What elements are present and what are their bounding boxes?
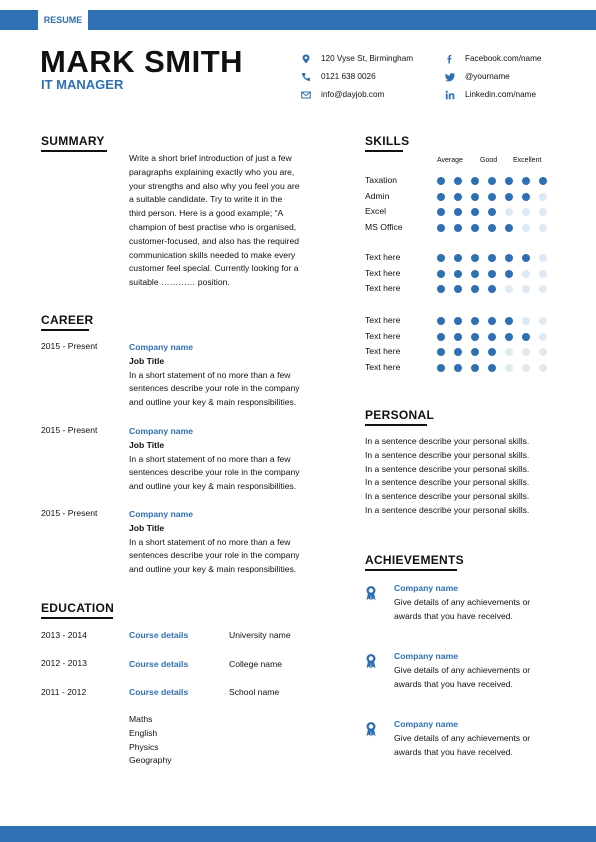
skill-row <box>365 268 565 282</box>
skill-scale-average: Average <box>437 157 463 164</box>
career-title: CAREER <box>41 313 94 327</box>
achievement-company: Company name <box>394 719 458 729</box>
skill-dot-filled <box>488 208 496 216</box>
summary-line: champion of best practise who is organised, <box>129 221 297 232</box>
education-date: 2011 - 2012 <box>41 687 87 697</box>
skill-dot-filled <box>454 317 462 325</box>
summary-line: your strengths and also why you feel you are <box>129 180 300 191</box>
skill-dot-filled <box>539 177 547 185</box>
achievement-item <box>365 650 565 700</box>
career-desc-line: In a short statement of no more than a few <box>129 369 291 380</box>
skill-dot-filled <box>454 193 462 201</box>
skill-dot-empty <box>505 348 513 356</box>
skill-dot-filled <box>522 177 530 185</box>
contact-email-text: info@dayjob.com <box>321 90 385 99</box>
skill-label: Text here <box>365 362 401 373</box>
skill-dot-filled <box>488 285 496 293</box>
skill-row <box>365 315 565 329</box>
education-rule <box>41 617 113 619</box>
skill-row <box>365 206 565 220</box>
skill-dot-empty <box>539 224 547 232</box>
career-date: 2015 - Present <box>41 425 98 435</box>
career-company: Company name <box>129 426 193 436</box>
career-desc-line: In a short statement of no more than a few <box>129 453 291 464</box>
skill-row <box>365 346 565 360</box>
email-icon <box>301 90 311 100</box>
summary-line: a suitable candidate. Try to write it in the <box>129 194 283 205</box>
achievements-rule <box>365 569 457 571</box>
career-job-title: Job Title <box>129 439 165 450</box>
candidate-name: MARK SMITH <box>40 44 244 79</box>
skill-dot-empty <box>539 193 547 201</box>
skill-dot-filled <box>454 285 462 293</box>
skill-row <box>365 222 565 236</box>
skill-dot-filled <box>454 177 462 185</box>
skill-dot-filled <box>437 348 445 356</box>
skill-dot-filled <box>454 270 462 278</box>
skill-label: MS Office <box>365 222 403 233</box>
personal-line: In a sentence describe your personal skills. <box>365 504 530 515</box>
skill-dot-filled <box>505 177 513 185</box>
skill-dot-filled <box>488 224 496 232</box>
personal-line: In a sentence describe your personal skills. <box>365 436 530 446</box>
contact-facebook-text: Facebook.com/name <box>465 54 542 63</box>
skill-dot-filled <box>488 348 496 356</box>
career-job-title: Job Title <box>129 522 165 533</box>
skill-dot-empty <box>539 348 547 356</box>
summary-rule <box>41 150 107 152</box>
education-date: 2012 - 2013 <box>41 658 87 668</box>
skill-dot-filled <box>488 177 496 185</box>
candidate-role: IT MANAGER <box>41 77 124 92</box>
skill-scale-excellent: Excellent <box>513 157 542 164</box>
phone-icon <box>301 72 311 82</box>
summary-line: paragraphs explaining exactly who you are, <box>129 166 295 177</box>
personal-rule <box>365 424 427 426</box>
contact-twitter-text: @yourname <box>465 72 510 81</box>
summary-line: customer-focused, and also has the required <box>129 235 300 246</box>
summary-line: Write a short brief introduction of just a few <box>129 153 292 163</box>
skill-row <box>365 175 565 189</box>
skill-dot-filled <box>522 254 530 262</box>
education-subjects <box>129 713 172 768</box>
skill-dot-filled <box>488 270 496 278</box>
skill-dot-filled <box>488 317 496 325</box>
skill-dot-filled <box>488 364 496 372</box>
skill-dot-filled <box>437 317 445 325</box>
skill-dot-filled <box>505 317 513 325</box>
skill-dot-empty <box>522 270 530 278</box>
education-course: Course details <box>129 659 189 669</box>
skill-dot-empty <box>505 208 513 216</box>
skill-label: Text here <box>365 330 401 341</box>
skill-dot-filled <box>505 333 513 341</box>
skill-dot-empty <box>522 285 530 293</box>
skill-dot-empty <box>522 364 530 372</box>
location-pin-icon <box>301 54 311 64</box>
resume-tag: RESUME <box>38 10 88 30</box>
skill-dot-filled <box>471 364 479 372</box>
achievement-item <box>365 582 565 632</box>
skill-dot-filled <box>437 285 445 293</box>
skill-dot-empty <box>539 333 547 341</box>
skill-dot-filled <box>471 177 479 185</box>
achievement-line: awards that you have received. <box>394 746 513 757</box>
skill-row <box>365 362 565 376</box>
education-title: EDUCATION <box>41 601 115 615</box>
skills-title: SKILLS <box>365 134 410 148</box>
skill-label: Text here <box>365 346 401 357</box>
skill-dot-filled <box>488 193 496 201</box>
career-date: 2015 - Present <box>41 341 98 351</box>
skill-dot-empty <box>522 208 530 216</box>
achievement-line: awards that you have received. <box>394 678 513 689</box>
subject-item: Maths <box>129 714 153 724</box>
summary-title: SUMMARY <box>41 134 105 148</box>
skill-dot-filled <box>471 285 479 293</box>
skill-dot-filled <box>454 333 462 341</box>
achievement-line: Give details of any achievements or <box>394 596 531 607</box>
skill-dot-filled <box>437 193 445 201</box>
skill-dot-filled <box>437 224 445 232</box>
education-school: College name <box>229 659 283 669</box>
achievement-line: Give details of any achievements or <box>394 664 531 675</box>
skill-label: Text here <box>365 267 401 278</box>
personal-line: In a sentence describe your personal skills. <box>365 463 530 474</box>
skill-dot-empty <box>505 364 513 372</box>
contact-linkedin-text: Linkedin.com/name <box>465 90 536 99</box>
career-company: Company name <box>129 342 193 352</box>
achievement-item <box>365 718 565 768</box>
skill-label: Text here <box>365 283 401 294</box>
career-desc-line: and outline your key & main responsibilities. <box>129 397 297 408</box>
skill-dot-filled <box>471 224 479 232</box>
skill-dot-filled <box>471 208 479 216</box>
skill-label: Text here <box>365 315 401 325</box>
skill-label: Text here <box>365 252 401 262</box>
skill-dot-filled <box>471 333 479 341</box>
skill-dot-empty <box>539 208 547 216</box>
skill-dot-filled <box>471 254 479 262</box>
skill-dot-empty <box>539 364 547 372</box>
career-desc-line: In a short statement of no more than a few <box>129 536 291 547</box>
skill-dot-filled <box>488 254 496 262</box>
award-ribbon-icon <box>365 653 377 669</box>
skill-dot-filled <box>454 224 462 232</box>
skill-label: Taxation <box>365 175 398 185</box>
summary-line: communication skills needed to make every <box>129 249 296 260</box>
education-school: School name <box>229 687 280 697</box>
skill-dot-empty <box>539 317 547 325</box>
skill-dot-filled <box>437 208 445 216</box>
career-desc-line: sentences describe your role in the company <box>129 383 300 394</box>
skill-dot-filled <box>454 254 462 262</box>
skill-dot-filled <box>471 348 479 356</box>
summary-line: suitable ………… position. <box>129 277 230 288</box>
personal-title: PERSONAL <box>365 408 435 422</box>
summary-line: customer feel special. Currently looking for a <box>129 263 299 274</box>
skill-dot-empty <box>539 270 547 278</box>
skill-dot-filled <box>505 193 513 201</box>
skill-dot-filled <box>505 254 513 262</box>
education-school: University name <box>229 630 291 640</box>
skill-dot-empty <box>539 254 547 262</box>
career-rule <box>41 329 89 331</box>
contact-phone-text: 0121 638 0026 <box>321 72 376 81</box>
achievement-company: Company name <box>394 583 458 593</box>
skill-dot-filled <box>437 364 445 372</box>
skill-dot-filled <box>471 270 479 278</box>
career-desc-line: sentences describe your role in the company <box>129 467 300 478</box>
education-course: Course details <box>129 687 189 697</box>
personal-line: In a sentence describe your personal skills. <box>365 477 530 488</box>
summary-line: third person. Here is a good example; “A <box>129 208 284 219</box>
career-desc-line: and outline your key & main responsibilities. <box>129 564 297 575</box>
skill-dot-filled <box>505 270 513 278</box>
skill-dot-filled <box>454 348 462 356</box>
skill-dot-filled <box>437 333 445 341</box>
skill-dot-filled <box>488 333 496 341</box>
contact-address-text: 120 Vyse St, Birmingham <box>321 54 414 63</box>
career-company: Company name <box>129 509 193 519</box>
skill-label: Excel <box>365 206 387 217</box>
career-desc-line: and outline your key & main responsibilities. <box>129 481 297 492</box>
skill-dot-empty <box>522 317 530 325</box>
skill-row <box>365 331 565 345</box>
subject-item: Geography <box>129 755 172 766</box>
skill-row <box>365 283 565 297</box>
award-ribbon-icon <box>365 721 377 737</box>
skill-dot-empty <box>539 285 547 293</box>
personal-text <box>365 435 529 518</box>
summary-text <box>129 152 300 290</box>
career-desc-line: sentences describe your role in the company <box>129 550 300 561</box>
skill-dot-filled <box>454 364 462 372</box>
skill-dot-filled <box>437 254 445 262</box>
skill-scale-good: Good <box>480 157 498 164</box>
career-date: 2015 - Present <box>41 508 98 518</box>
personal-line: In a sentence describe your personal skills. <box>365 449 530 460</box>
career-job-title: Job Title <box>129 355 165 366</box>
education-course: Course details <box>129 630 189 640</box>
skill-dot-empty <box>522 224 530 232</box>
education-date: 2013 - 2014 <box>41 630 87 640</box>
skill-row <box>365 191 565 205</box>
skill-dot-empty <box>505 285 513 293</box>
achievement-line: Give details of any achievements or <box>394 732 531 743</box>
skill-label: Admin <box>365 190 390 201</box>
subject-item: Physics <box>129 741 159 752</box>
skill-row <box>365 252 565 266</box>
subject-item: English <box>129 727 158 738</box>
skill-dot-filled <box>437 177 445 185</box>
skill-dot-filled <box>471 317 479 325</box>
skill-dot-filled <box>505 224 513 232</box>
achievements-title: ACHIEVEMENTS <box>365 553 464 567</box>
skill-dot-filled <box>471 193 479 201</box>
skill-dot-filled <box>454 208 462 216</box>
bottom-banner-bar <box>0 826 596 842</box>
skill-dot-filled <box>522 193 530 201</box>
skill-dot-filled <box>522 333 530 341</box>
skill-dot-empty <box>522 348 530 356</box>
skill-dot-filled <box>437 270 445 278</box>
award-ribbon-icon <box>365 585 377 601</box>
achievement-line: awards that you have received. <box>394 610 513 621</box>
achievement-company: Company name <box>394 651 458 661</box>
personal-line: In a sentence describe your personal skills. <box>365 491 530 502</box>
